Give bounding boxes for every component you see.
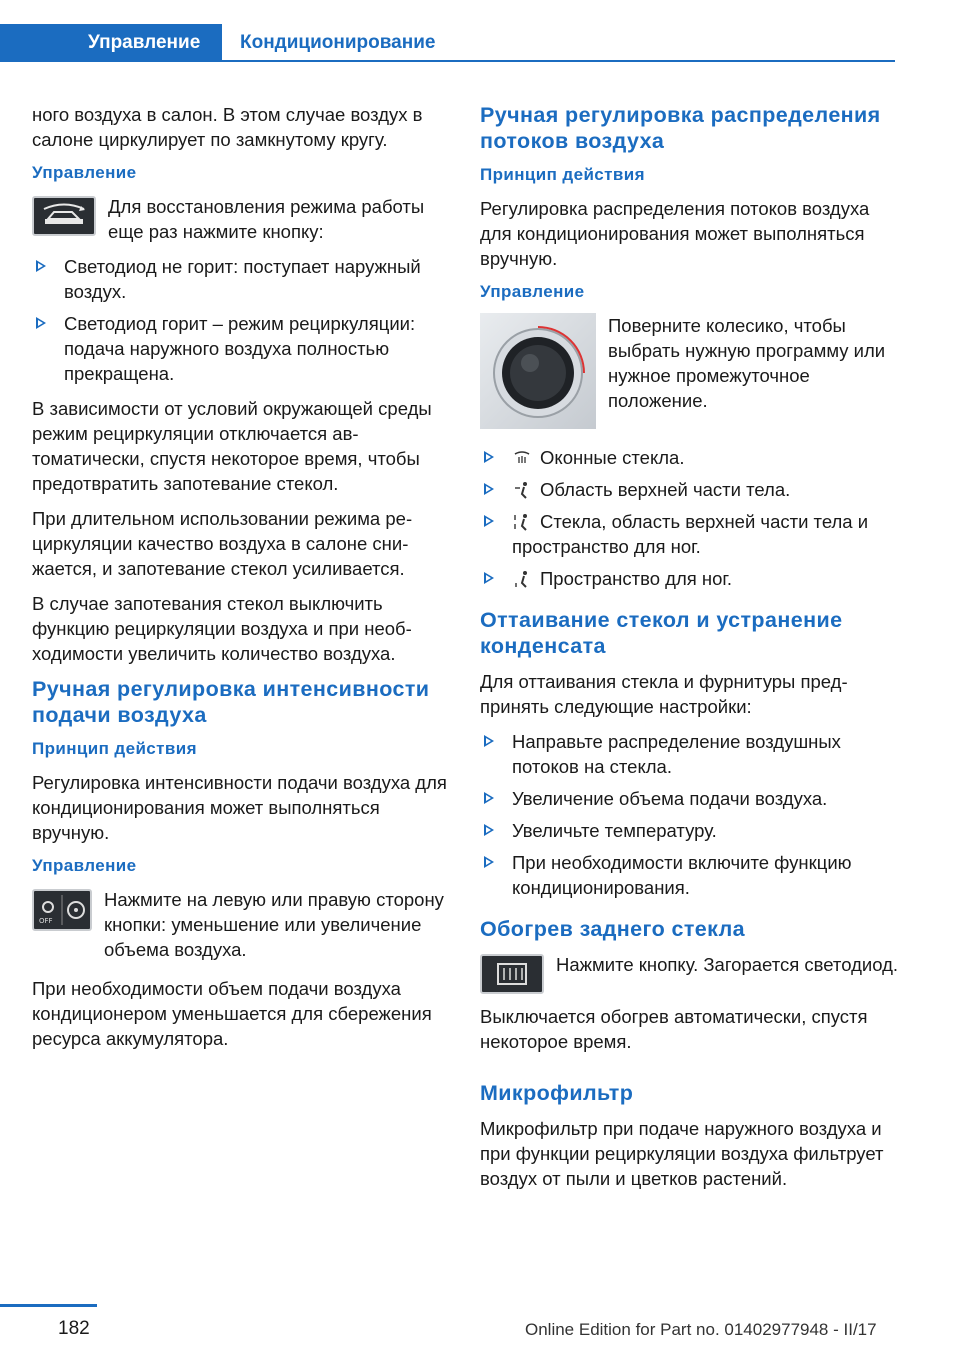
intensity-text: Регулировка интенсивности подачи воздуха для кондиционирования может выполняться вручную. bbox=[32, 772, 447, 843]
subheading-control: Управление bbox=[32, 856, 137, 875]
tab-conditioning[interactable]: Кондиционирование bbox=[240, 32, 436, 53]
microfilter-text: Микрофильтр при подаче наружного воздуха и при функции рециркуляции воздуха фильтрует воздух от пыли и цветков растений. bbox=[480, 1118, 884, 1189]
air-distribution-dial-image bbox=[480, 313, 596, 429]
tab-upravlenie[interactable]: Управление bbox=[0, 24, 222, 62]
rear-row bbox=[480, 952, 900, 994]
triangle-bullet-icon bbox=[484, 483, 494, 495]
heading-rear-heating: Обогрев заднего стекла bbox=[480, 917, 745, 941]
rear-defrost-button-icon bbox=[480, 954, 544, 994]
windshield-icon bbox=[512, 448, 532, 468]
header-divider bbox=[222, 60, 895, 62]
rear-off-text: Выключается обогрев автоматически, спустя некоторое время. bbox=[480, 1006, 868, 1052]
windshield-body-feet-icon bbox=[512, 512, 532, 532]
triangle-bullet-icon bbox=[484, 515, 494, 527]
recirc-text: Для восстановления режима работы еще раз нажмите кнопку: bbox=[108, 196, 425, 242]
page-number: 182 bbox=[58, 1318, 90, 1339]
list-item: Направьте распределение воздушных потоков на стекла. bbox=[480, 729, 900, 779]
left-column bbox=[32, 102, 452, 1061]
heading-defrost: Оттаивание стекол и устранение конденсата bbox=[480, 608, 843, 658]
triangle-bullet-icon bbox=[484, 824, 494, 836]
triangle-bullet-icon bbox=[36, 260, 46, 272]
right-column bbox=[480, 102, 900, 1201]
dial-text: Поверните колесико, чтобы выбрать нужную программу или нужное промежуточное положение. bbox=[608, 315, 886, 411]
paragraph: В зависимости от условий окружающей среды режим рециркуляции отключается автоматически, спустя некоторое время, чтобы предотвратить запотевание стекол. bbox=[32, 398, 432, 494]
triangle-bullet-icon bbox=[484, 792, 494, 804]
edition-text: Online Edition for Part no. 01402977948 - II/17 bbox=[525, 1320, 877, 1339]
fan-text: Нажмите на левую или правую сторону кнопки: уменьшение или увеличение объема воздуха. bbox=[104, 889, 444, 960]
header-tabbar bbox=[0, 24, 895, 62]
heading-distribution: Ручная регулировка распределения потоков воздуха bbox=[480, 103, 881, 153]
upper-body-icon bbox=[512, 480, 532, 500]
list-item: Пространство для ног. bbox=[480, 566, 900, 591]
list-item: Светодиод не горит: поступает наружный воздух. bbox=[32, 254, 452, 304]
triangle-bullet-icon bbox=[484, 856, 494, 868]
defrost-text: Для оттаивания стекла и фурнитуры предпринять следующие настройки: bbox=[480, 671, 848, 717]
list-item: Светодиод горит – режим рециркуляции: подача наружного воздуха полностью прекращена. bbox=[32, 311, 452, 386]
triangle-bullet-icon bbox=[36, 317, 46, 329]
dial-row bbox=[480, 313, 900, 429]
list-item: Область верхней части тела. bbox=[480, 477, 900, 502]
intro-text: ного воздуха в салон. В этом случае воздух в салоне циркулирует по замкнутому кругу. bbox=[32, 104, 423, 150]
triangle-bullet-icon bbox=[484, 735, 494, 747]
defrost-list bbox=[480, 729, 900, 900]
paragraph: При длительном использовании режима рециркуляции качество воздуха в салоне снижается, и запотевание стекол усиливается. bbox=[32, 508, 413, 579]
heading-microfilter: Микрофильтр bbox=[480, 1081, 634, 1105]
subheading-principle: Принцип действия bbox=[32, 739, 197, 758]
list-item: Оконные стекла. bbox=[480, 445, 900, 470]
list-item: Увеличьте температуру. bbox=[480, 818, 900, 843]
subheading-control: Управление bbox=[32, 163, 137, 182]
paragraph: При необходимости объем подачи воздуха кондиционером уменьшается для сбережения ресурса аккумулятора. bbox=[32, 978, 432, 1049]
list-item: Стекла, область верхней части тела и пространство для ног. bbox=[480, 509, 900, 559]
subheading-principle: Принцип действия bbox=[480, 165, 645, 184]
heading-intensity: Ручная регулировка интенсивности подачи воздуха bbox=[32, 677, 430, 727]
rear-text: Нажмите кнопку. Загорается светодиод. bbox=[556, 954, 899, 975]
recirc-row bbox=[32, 194, 452, 244]
recirc-bullets bbox=[32, 254, 452, 386]
triangle-bullet-icon bbox=[484, 451, 494, 463]
footwell-icon bbox=[512, 569, 532, 589]
fan-row bbox=[32, 887, 452, 962]
list-item: Увеличение объема подачи воздуха. bbox=[480, 786, 900, 811]
list-item: При необходимости включите функцию кондиционирования. bbox=[480, 850, 900, 900]
paragraph: В случае запотевания стекол выключить функцию рециркуляции воздуха и при необходимости увеличить количество воздуха. bbox=[32, 593, 412, 664]
subheading-control: Управление bbox=[480, 282, 585, 301]
triangle-bullet-icon bbox=[484, 572, 494, 584]
distribution-list bbox=[480, 445, 900, 591]
distribution-text: Регулировка распределения потоков воздуха для кондиционирования может выполняться вручную. bbox=[480, 198, 870, 269]
fan-button-icon bbox=[32, 889, 92, 931]
fan-off-label: OFF bbox=[39, 917, 53, 925]
footer-accent-line bbox=[0, 1304, 97, 1307]
recirculation-button-icon bbox=[32, 196, 96, 236]
